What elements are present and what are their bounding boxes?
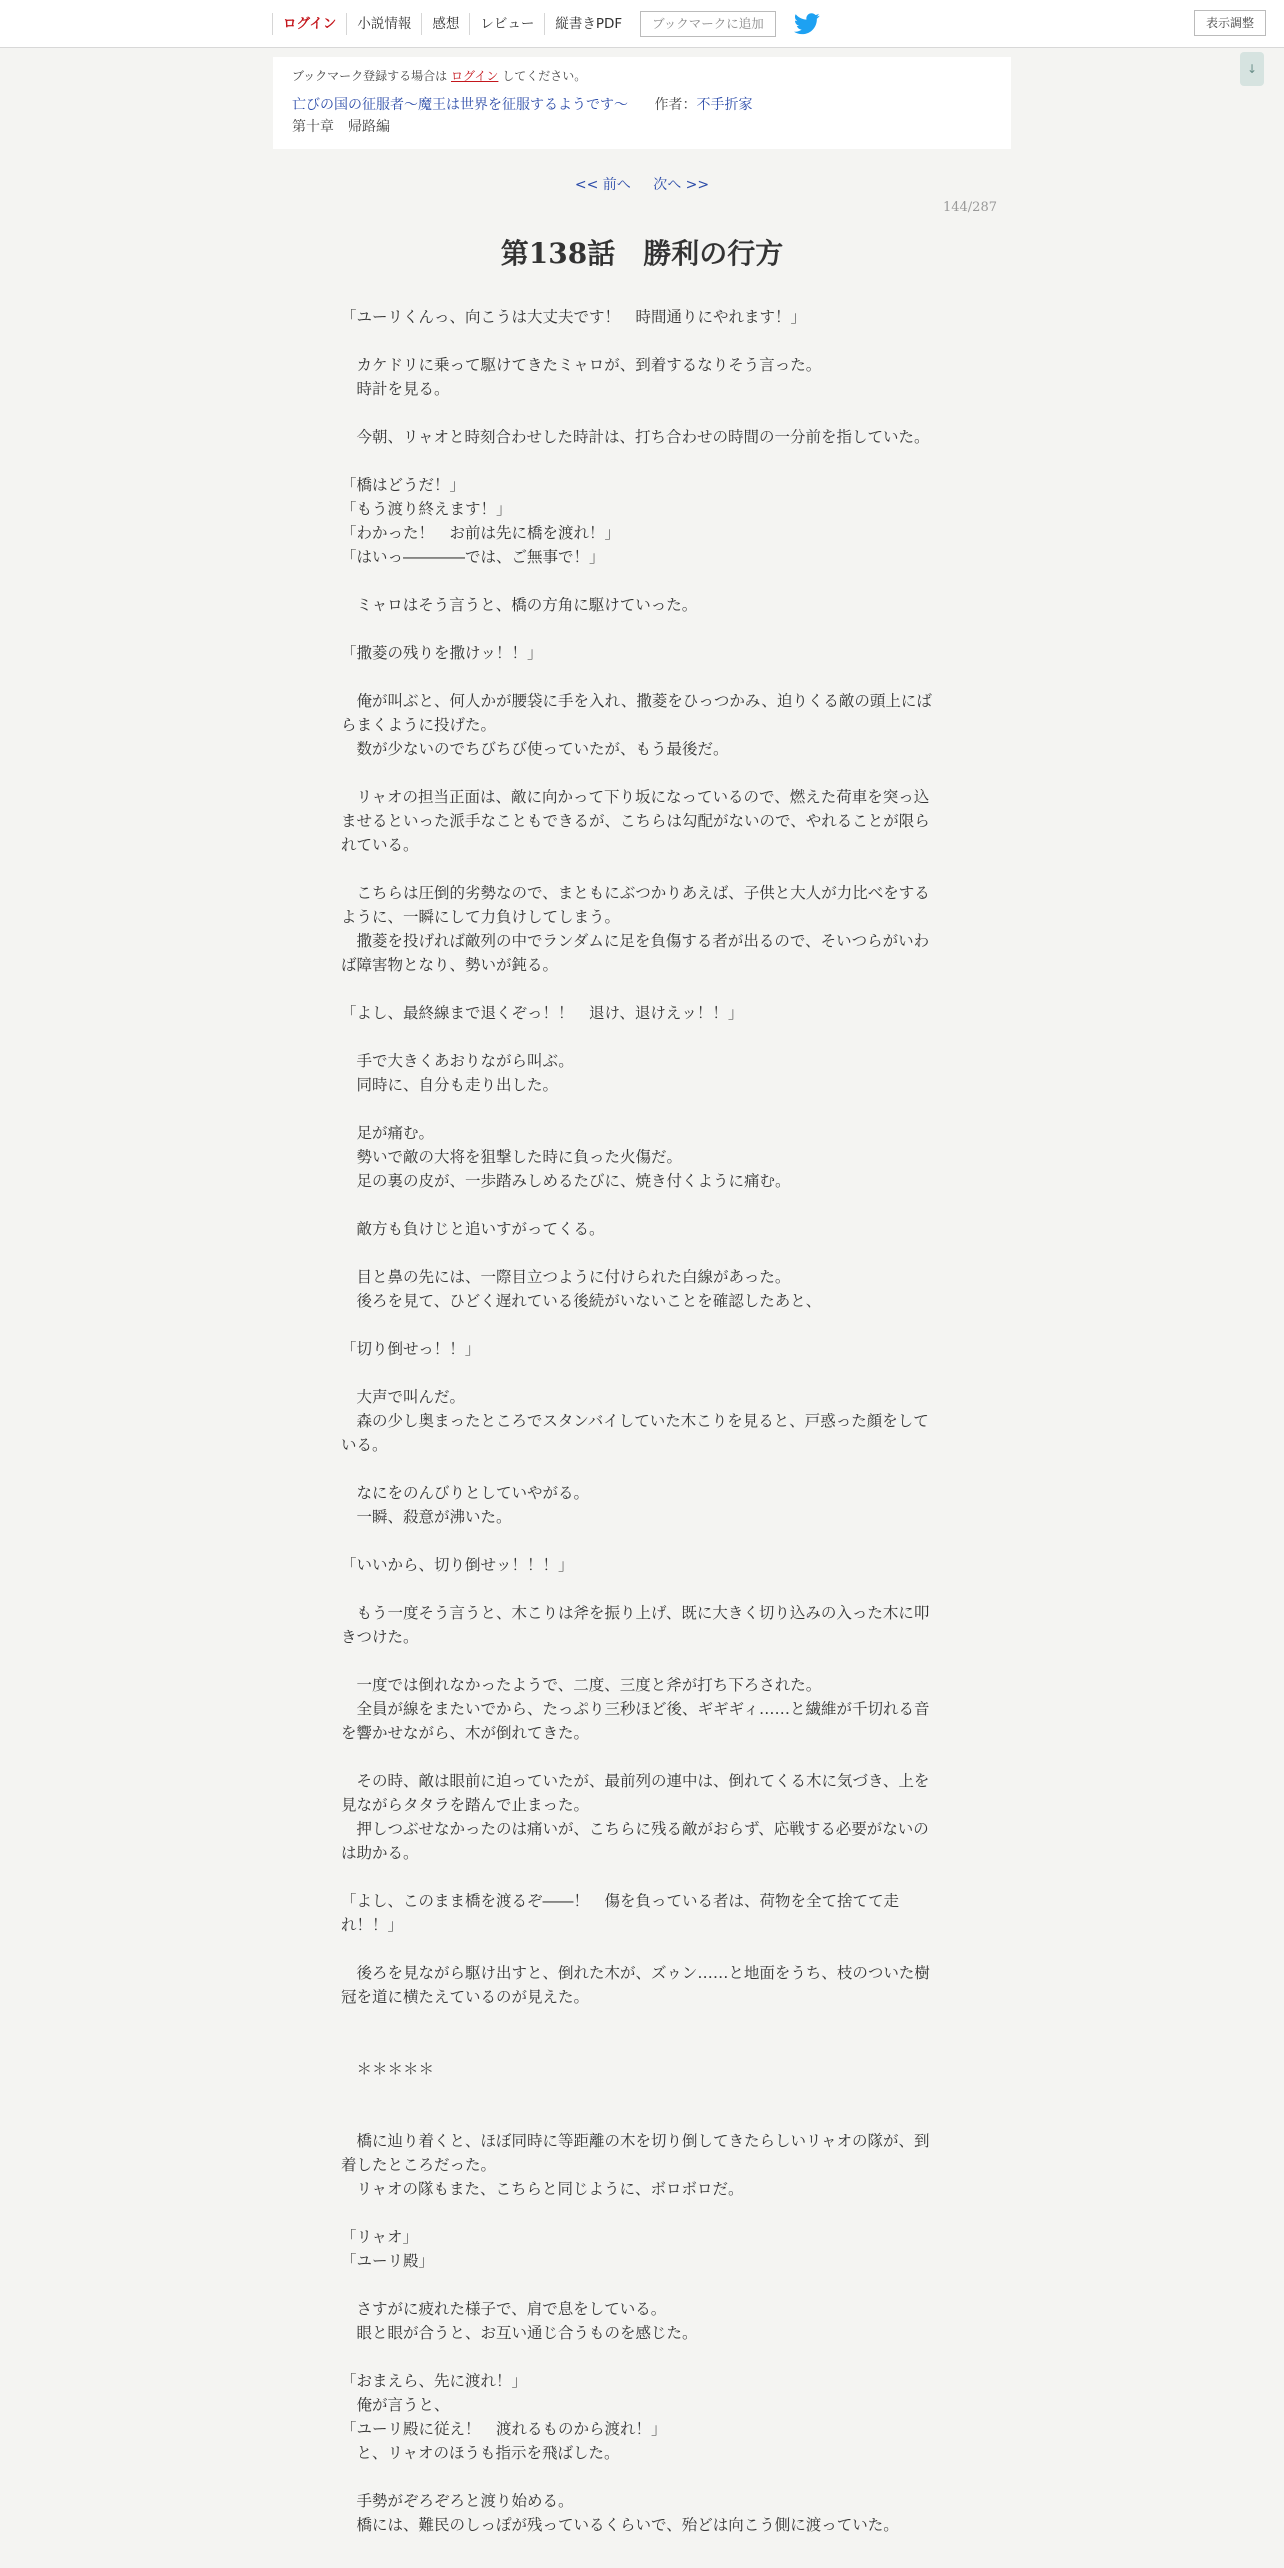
novel-paragraph: 「もう渡り終えます！」 bbox=[341, 500, 512, 518]
login-notice bbox=[292, 63, 992, 89]
novel-paragraph bbox=[341, 1457, 943, 1481]
novel-paragraph bbox=[341, 857, 943, 881]
novel-paragraph bbox=[341, 1025, 943, 1049]
novel-paragraph bbox=[341, 2081, 943, 2105]
novel-paragraph: なにをのんびりとしていやがる。 bbox=[341, 1484, 590, 1502]
novel-paragraph: と、リャオのほうも指示を飛ばした。 bbox=[341, 2444, 620, 2462]
novel-paragraph: 「橋はどうだ！」 bbox=[341, 476, 466, 494]
novel-paragraph: 森の少し奥まったところでスタンバイしていた木こりを見ると、戸惑った顔をしている。 bbox=[341, 1412, 929, 1454]
novel-paragraph: 「撒菱の残りを撒けッ！！」 bbox=[341, 644, 543, 662]
novel-paragraph bbox=[341, 1577, 943, 1601]
novel-info-link[interactable]: 小説情報 bbox=[346, 13, 421, 35]
novel-paragraph bbox=[341, 2465, 943, 2489]
author-label: 作者： bbox=[654, 97, 697, 113]
impressions-link[interactable]: 感想 bbox=[421, 13, 469, 35]
novel-paragraph: 俺が叫ぶと、何人かが腰袋に手を入れ、撒菱をひっつかみ、迫りくる敵の頭上にばらまくように投げた。 bbox=[341, 692, 932, 734]
top-navigation-bar bbox=[0, 0, 1284, 48]
chapter-title: 第十章 帰路編 bbox=[292, 119, 390, 135]
novel-paragraph: 「はいっ――――では、ご無事で！」 bbox=[341, 548, 605, 566]
novel-paragraph: その時、敵は眼前に迫っていたが、最前列の連中は、倒れてくる木に気づき、上を見ながらタタラを踏んで止まった。 bbox=[341, 1772, 930, 1814]
novel-paragraph: ミャロはそう言うと、橋の方角に駆けていった。 bbox=[341, 596, 698, 614]
novel-paragraph: 橋に辿り着くと、ほぼ同時に等距離の木を切り倒してきたらしいリャオの隊が、到着したところだった。 bbox=[341, 2132, 930, 2174]
novel-paragraph: 撒菱を投げれば敵列の中でランダムに足を負傷する者が出るので、そいつらがいわば障害物となり、勢いが鈍る。 bbox=[341, 932, 930, 974]
novel-paragraph: 時計を見る。 bbox=[341, 380, 450, 398]
novel-paragraph: 「ユーリ殿に従え！ 渡れるものから渡れ！」 bbox=[341, 2420, 667, 2438]
novel-paragraph: 今朝、リャオと時刻合わせした時計は、打ち合わせの時間の一分前を指していた。 bbox=[341, 428, 930, 446]
add-bookmark-button[interactable]: ブックマークに追加 bbox=[640, 11, 776, 37]
novel-paragraph bbox=[341, 329, 943, 353]
novel-paragraph bbox=[341, 617, 943, 641]
novel-paragraph bbox=[341, 2033, 943, 2057]
novel-paragraph: 一度では倒れなかったようで、二度、三度と斧が打ち下ろされた。 bbox=[341, 1676, 822, 1694]
novel-paragraph bbox=[341, 1097, 943, 1121]
novel-paragraph bbox=[341, 2201, 943, 2225]
novel-paragraph: 「よし、最終線まで退くぞっ！！ 退け、退けえッ！！」 bbox=[341, 1004, 744, 1022]
review-link[interactable]: レビュー bbox=[469, 13, 544, 35]
novel-paragraph bbox=[341, 569, 943, 593]
novel-paragraph: さすがに疲れた様子で、肩で息をしている。 bbox=[341, 2300, 667, 2318]
scroll-down-button[interactable]: ↓ bbox=[1240, 52, 1264, 86]
display-settings-button[interactable]: 表示調整 bbox=[1194, 10, 1266, 36]
novel-paragraph bbox=[341, 449, 943, 473]
novel-paragraph: もう一度そう言うと、木こりは斧を振り上げ、既に大きく切り込みの入った木に叩きつけた。 bbox=[341, 1604, 930, 1646]
novel-paragraph: カケドリに乗って駆けてきたミャロが、到着するなりそう言った。 bbox=[341, 356, 822, 374]
novel-paragraph bbox=[341, 401, 943, 425]
novel-paragraph: 敵方も負けじと追いすがってくる。 bbox=[341, 1220, 605, 1238]
novel-paragraph: 「ユーリ殿」 bbox=[341, 2252, 435, 2270]
novel-paragraph: 俺が言うと、 bbox=[341, 2396, 450, 2414]
novel-paragraph: 後ろを見ながら駆け出すと、倒れた木が、ズゥン……と地面をうち、枝のついた樹冠を道に横たえているのが見えた。 bbox=[341, 1964, 930, 2006]
novel-paragraph bbox=[341, 2105, 943, 2129]
novel-paragraph bbox=[341, 761, 943, 785]
notice-prefix: ブックマーク登録する場合は bbox=[292, 69, 448, 83]
novel-paragraph: リャオの担当正面は、敵に向かって下り坂になっているので、燃えた荷車を突っ込ませるといった派手なこともできるが、こちらは勾配がないので、やれることが限られている。 bbox=[341, 788, 930, 854]
novel-paragraph: 一瞬、殺意が沸いた。 bbox=[341, 1508, 512, 1526]
novel-paragraph bbox=[341, 1193, 943, 1217]
episode-count: 144/287 bbox=[942, 200, 997, 215]
notice-suffix: してください。 bbox=[502, 69, 587, 83]
main-nav bbox=[272, 0, 820, 47]
episode-pager bbox=[0, 174, 1284, 194]
novel-paragraph bbox=[341, 1745, 943, 1769]
novel-paragraph: 押しつぶせなかったのは痛いが、こちらに残る敵がおらず、応戦する必要がないのは助かる。 bbox=[341, 1820, 929, 1862]
novel-paragraph bbox=[341, 2009, 943, 2033]
next-episode-link[interactable]: 次へ >> bbox=[653, 177, 710, 193]
novel-paragraph bbox=[341, 1865, 943, 1889]
novel-paragraph: 目と鼻の先には、一際目立つように付けられた白線があった。 bbox=[341, 1268, 791, 1286]
novel-paragraph bbox=[341, 1241, 943, 1265]
novel-paragraph: こちらは圧倒的劣勢なので、まともにぶつかりあえば、子供と大人が力比べをするように、一瞬にして力負けしてしまう。 bbox=[341, 884, 930, 926]
novel-paragraph: 大声で叫んだ。 bbox=[341, 1388, 466, 1406]
novel-paragraph bbox=[341, 665, 943, 689]
novel-paragraph: 「切り倒せっ！！」 bbox=[341, 1340, 481, 1358]
notice-login-link[interactable]: ログイン bbox=[451, 69, 499, 83]
novel-info-box bbox=[273, 57, 1011, 149]
author-link[interactable]: 不手折家 bbox=[696, 97, 753, 113]
novel-paragraph: リャオの隊もまた、こちらと同じように、ボロボロだ。 bbox=[341, 2180, 744, 2198]
novel-paragraph bbox=[341, 2345, 943, 2369]
episode-title: 第138話 勝利の行方 bbox=[500, 237, 784, 270]
novel-paragraph bbox=[341, 1937, 943, 1961]
novel-paragraph: 全員が線をまたいでから、たっぷり三秒ほど後、ギギギィ……と繊維が千切れる音を響かせながら、木が倒れてきた。 bbox=[341, 1700, 930, 1742]
vertical-pdf-link[interactable]: 縦書きPDF bbox=[544, 13, 632, 35]
novel-paragraph bbox=[341, 2273, 943, 2297]
novel-paragraph bbox=[341, 1529, 943, 1553]
novel-paragraph: 手勢がぞろぞろと渡り始める。 bbox=[341, 2492, 574, 2510]
twitter-icon[interactable] bbox=[794, 13, 820, 35]
novel-paragraph: 「おまえら、先に渡れ！」 bbox=[341, 2372, 528, 2390]
novel-paragraph: ＊＊＊＊＊ bbox=[341, 2060, 435, 2078]
novel-paragraph: 「いいから、切り倒せッ！！！」 bbox=[341, 1556, 574, 1574]
novel-paragraph bbox=[341, 1313, 943, 1337]
novel-paragraph: 足の裏の皮が、一歩踏みしめるたびに、焼き付くように痛む。 bbox=[341, 1172, 791, 1190]
novel-paragraph bbox=[341, 1361, 943, 1385]
novel-paragraph: 足が痛む。 bbox=[341, 1124, 435, 1142]
novel-paragraph bbox=[341, 1649, 943, 1673]
novel-paragraph: 「よし、このまま橋を渡るぞ――！ 傷を負っている者は、荷物を全て捨てて走れ！！」 bbox=[341, 1892, 900, 1934]
novel-paragraph: 勢いで敵の大将を狙撃した時に負った火傷だ。 bbox=[341, 1148, 683, 1166]
novel-paragraph: 橋には、難民のしっぽが残っているくらいで、殆どは向こう側に渡っていた。 bbox=[341, 2516, 899, 2534]
novel-paragraph: 手で大きくあおりながら叫ぶ。 bbox=[341, 1052, 574, 1070]
novel-paragraph bbox=[341, 977, 943, 1001]
novel-paragraph: 同時に、自分も走り出した。 bbox=[341, 1076, 559, 1094]
novel-body bbox=[341, 305, 943, 2537]
novel-paragraph: 「リャオ」 bbox=[341, 2228, 419, 2246]
novel-paragraph: 眼と眼が合うと、お互い通じ合うものを感じた。 bbox=[341, 2324, 698, 2342]
novel-paragraph: 「わかった！ お前は先に橋を渡れ！」 bbox=[341, 524, 621, 542]
series-title-link[interactable]: 亡びの国の征服者～魔王は世界を征服するようです～ bbox=[292, 97, 628, 113]
novel-paragraph: 数が少ないのでちびちび使っていたが、もう最後だ。 bbox=[341, 740, 729, 758]
prev-episode-link[interactable]: << 前へ bbox=[574, 177, 631, 193]
login-link[interactable]: ログイン bbox=[272, 13, 346, 35]
series-line bbox=[292, 94, 992, 116]
novel-paragraph: 後ろを見て、ひどく遅れている後続がいないことを確認したあと、 bbox=[341, 1292, 822, 1310]
novel-paragraph: 「ユーリくんっ、向こうは大丈夫です！ 時間通りにやれます！」 bbox=[341, 308, 807, 326]
